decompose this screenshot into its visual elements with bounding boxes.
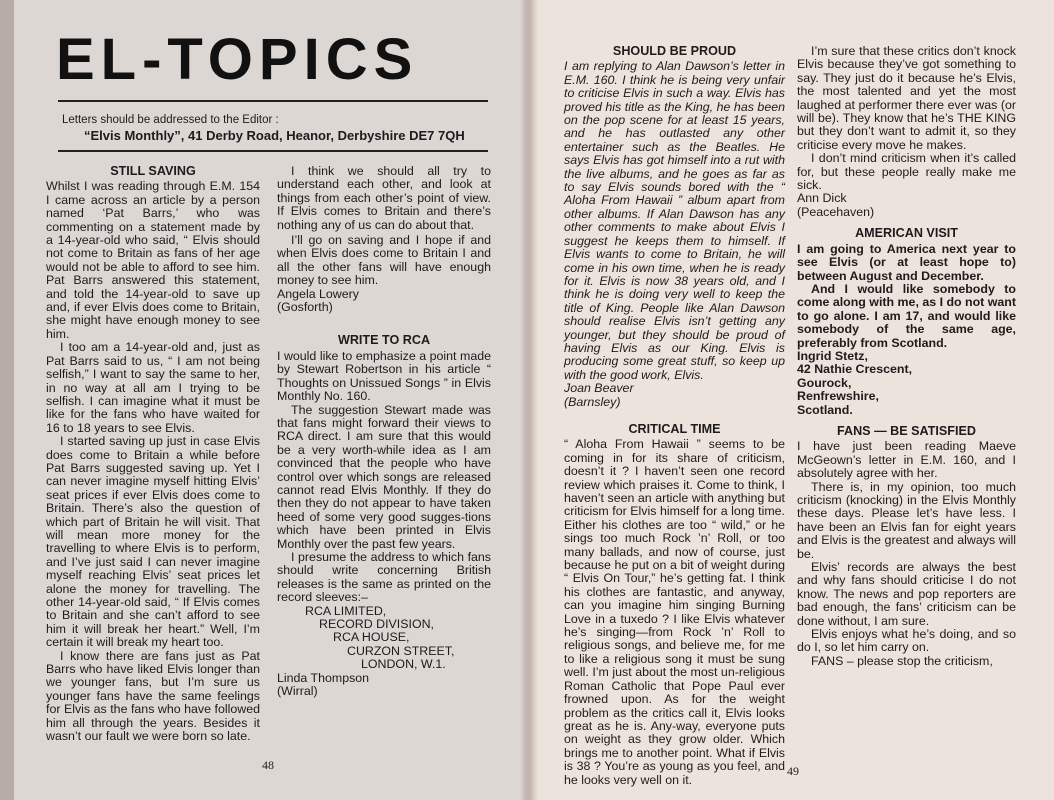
letter-heading: AMERICAN VISIT [855, 226, 958, 241]
signature-line: Ingrid Stetz, [797, 348, 868, 363]
signature-line: Scotland. [797, 402, 853, 417]
left-column-1 [46, 165, 260, 743]
letter-paragraph: And I would like somebody to come along with me, as I do not want to go alone. I am 17, and would like somebody of the same age, preferably from Scotland. [797, 281, 1016, 350]
signature-name: Joan Beaver [564, 381, 634, 396]
editor-address [62, 112, 465, 144]
letter-paragraph: I too am a 14-year-old and, just as Pat Barrs said to us, “ I am not being selfish,” I want to say the same to her, in no way at all am I trying to be selfish. I can imagine what it must be like for the fans who have waited for 16 to 18 years to see Elvis. [46, 340, 260, 435]
page-gutter [520, 0, 538, 800]
rca-address-line: LONDON, W.1. [361, 657, 446, 672]
letter-paragraph: I know there are fans just as Pat Barrs who have liked Elvis longer than we younger fans, but I’m sure us younger fans have the same feelings for Elvis as the fans who have followed him all through the years. Besides it wasn’t our fault we were born so late. [46, 648, 260, 744]
signature-place: (Gosforth) [277, 300, 333, 315]
rca-address-line: RCA HOUSE, [333, 630, 410, 645]
letter5-signature [797, 350, 1016, 417]
letter-paragraph: I started saving up just in case Elvis does come to Britain a while before Pat Barrs suggested saving up. Yet I can never imagine myself hitting Elvis’ seat prices if ever Elvis does come to Britain. There’s also the question of which part of Britain he will visit. That will mean more money for the travelling to where Elvis is to perform, and I’ve just said I can never imagine myself reaching Elvis’ seat prices let alone the money for travelling. The other 14-year-old said, “ If Elvis comes to Britain and she can’t afford to see him it will break her heart.” Well, I’m certain it will break my heart too. [46, 434, 260, 650]
rca-address-line: RCA LIMITED, [305, 603, 387, 618]
letter-paragraph: I presume the address to which fans should write concerning British releases is the same as printed on the record sleeves:– [277, 549, 491, 605]
letter-heading: FANS — BE SATISFIED [836, 423, 976, 438]
letter-paragraph: FANS – please stop the criticism, [811, 653, 993, 668]
letter-paragraph: I don’t mind criticism when it’s called for, but these people really make me sick. [797, 151, 1016, 193]
signature-place: (Barnsley) [564, 394, 621, 409]
letter-paragraph: Elvis’ records are always the best and why fans should criticise I do not know. The news and pop reporters are bad enough, the fans’ criticism can be done without, I am sure. [797, 560, 1016, 628]
rule-bottom [58, 150, 488, 152]
rca-address-line: CURZON STREET, [347, 643, 455, 658]
letter-paragraph: I’m sure that these critics don’t knock Elvis because they’ve got something to say. They just do it because he’s Elvis, the most talented and yet the most laughed at performer there ever was (or will be). They know that he’s THE KING but they don’t want to admit it, so they criticise every move he makes. [797, 44, 1016, 152]
letter-paragraph: I have just been reading Maeve McGeown’s letter in E.M. 160, and I absolutely agree with her. [797, 439, 1016, 481]
right-column-1 [564, 45, 785, 787]
masthead-title: EL-TOPICS [56, 27, 419, 92]
signature-name: Linda Thompson [277, 670, 370, 685]
letter-paragraph: I am replying to Alan Dawson’s letter in E.M. 160. I think he is being very unfair to criticise Elvis in such a way. Elvis has proved his title as the King, he has been on the pop scene for at least 15 years, and he has outlasted any other entertainer such as the Beatles. He says Elvis has got himself into a rut with the live albums, and he goes as far as to say Elvis sounds bored with the “ Aloha From Hawaii ” album apart from other albums. If Alan Dawson has any other comments to make about Elvis I suggest he keeps them to himself. If Elvis wants to come to Britain, he will come in his own time, when he is ready for it. Elvis is now 38 years old, and I think he is doing very well to keep the title of King. People like Alan Dawson should realise Elvis isn’t getting any younger, but they should be proud of having Elvis as our King. Elvis is producing some great stuff, so keep up with the good work, Elvis. [564, 59, 785, 382]
letter-heading: SHOULD BE PROUD [612, 44, 737, 58]
rule-top [58, 100, 488, 102]
signature-place: (Wirral) [277, 684, 318, 699]
page-number: 49 [787, 764, 799, 778]
address-line-1: Letters should be addressed to the Editor : [62, 114, 279, 126]
letter-paragraph: Elvis enjoys what he’s doing, and so do I, so let him carry on. [797, 627, 1016, 655]
letter-paragraph: Whilst I was reading through E.M. 154 I came across an article by a person named ‘Pat Barrs,’ who was commenting on a statement made by a 14-year-old who said, “ Elvis should not come to Britain as fans of her age would not be able to afford to see him. Pat Barrs answered this statement, and told the 14-year-old to save up and, if ever Elvis does come to Britain, she might have enough money to see him. [46, 179, 260, 341]
right-column-2 [797, 45, 1016, 668]
signature-name: Ann Dick [797, 191, 847, 206]
left-column-2 [277, 165, 491, 698]
letter-heading: WRITE TO RCA [337, 333, 431, 348]
letter-heading: STILL SAVING [110, 164, 196, 178]
rca-address [277, 605, 491, 672]
signature-line: Gourock, [797, 375, 852, 390]
address-line-2: “Elvis Monthly”, 41 Derby Road, Heanor, Derbyshire DE7 7QH [84, 128, 465, 143]
letter-paragraph: I’ll go on saving and I hope if and when Elvis does come to Britain I and all the other fans will have enough money to see him. [277, 233, 491, 288]
letter-paragraph: “ Aloha From Hawaii ” seems to be coming in for its share of criticism, doesn’t it ? I haven’t seen one record review which praises it. Come to think, I haven’t seen an article with anything but criticism for Elvis himself for a long time. Either his clothes are too “ wild,” or he sings too much Rock ’n’ Roll, or too many ballads, and now of course, just because he put on a bit of weight during “ Elvis On Tour,” he’s getting fat. I think his clothes are fantastic, and anyway, can you imagine him singing Burning Love in a tuxedo ? I like Elvis whatever he’s singing—from Rock ’n’ Roll to religious songs, and believe me, for me to like a religious song it must be sung well. I’m just about the most un-religious Roman Catholic that Pope Paul ever frowned upon. As for the weight problem as the critics call it, Elvis looks great as he is. Any-way, everyone puts on weight as they grow older. Which brings me to another point. What if Elvis is 38 ? You’re as young as you feel, and he looks very well on it. [564, 437, 785, 787]
signature-line: 42 Nathie Crescent, [797, 362, 913, 377]
right-page [527, 0, 1054, 800]
letter-paragraph: The suggestion Stewart made was that fans might forward their views to RCA direct. I am sure that this would be a very worth-while idea as I am convinced that the people who have control over which songs are released cannot read Elvis Monthly. If they do then they do not appear to have taken heed of some very good sugges-tions which have been printed in Elvis Monthly over the past few years. [277, 402, 491, 551]
signature-line: Renfrewshire, [797, 389, 879, 404]
letter-paragraph: I am going to America next year to see Elvis (or at least hope to) between August and December. [797, 241, 1016, 283]
signature-name: Angela Lowery [277, 286, 359, 301]
letter-paragraph: I would like to emphasize a point made by Stewart Robertson in his article “ Thoughts on Unissued Songs ” in Elvis Monthly No. 160. [277, 348, 491, 404]
rca-address-line: RECORD DIVISION, [319, 617, 434, 631]
letter-paragraph: There is, in my opinion, too much criticism (knocking) in the Elvis Monthly these days. Please let’s have less. I have been an Elvis fan for eight years and Elvis is the greatest and always will be. [797, 479, 1016, 561]
signature-place: (Peacehaven) [797, 204, 875, 219]
page-number: 48 [262, 758, 274, 772]
letter-heading: CRITICAL TIME [628, 421, 721, 436]
letter-paragraph: I think we should all try to understand each other, and look at things from each other’s point of view. If Elvis comes to Britain and there’s nothing any of us can do about that. [277, 164, 491, 232]
